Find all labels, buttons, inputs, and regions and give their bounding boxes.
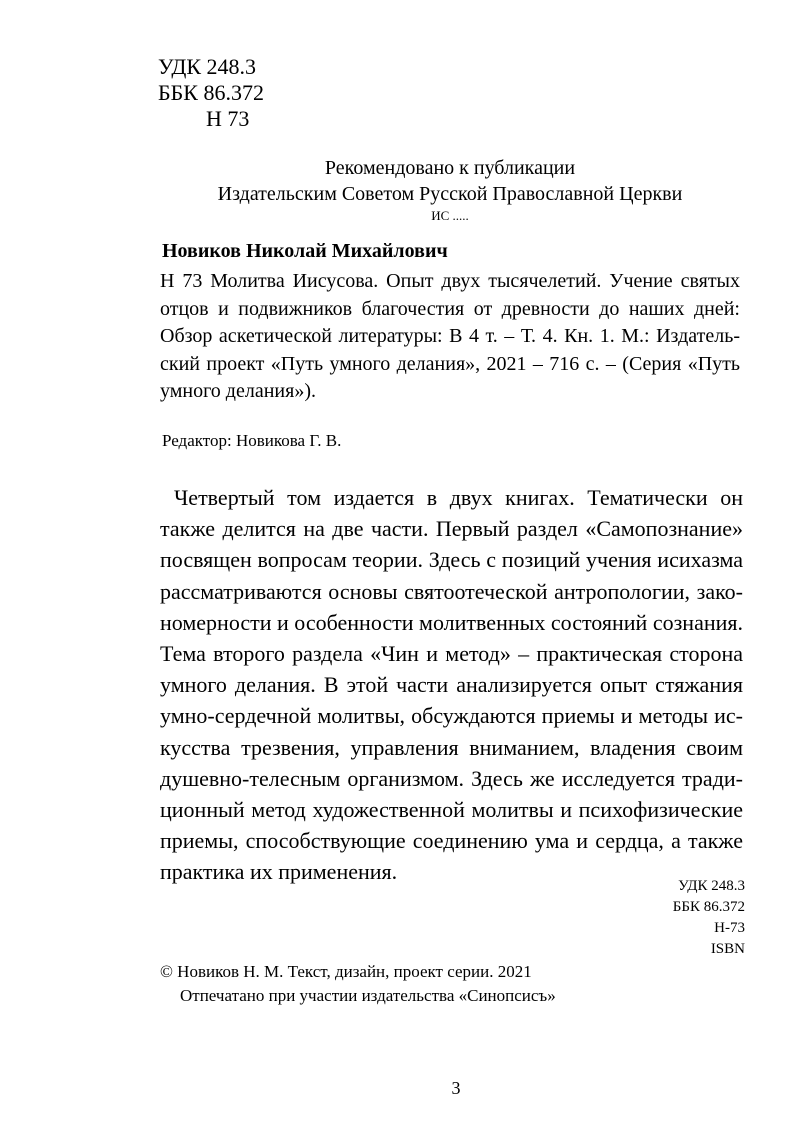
catalog-line: ский проект «Путь умного делания», 2021 – 716 с. – (Серия «Путь [160, 352, 740, 375]
abstract-line: душевно-телесным организмом. Здесь же исследуется тради- [160, 765, 743, 791]
abstract-line: рассматриваются основы святоотеческой антропологии, зако- [160, 578, 743, 604]
author-name: Новиков Николай Михайлович [162, 240, 448, 262]
catalog-line: Н 73 Молитва Иисусова. Опыт двух тысячелетий. Учение святых [160, 270, 740, 292]
header-classification-codes [158, 54, 264, 132]
abstract-line: также делится на две части. Первый раздел «Самопознание» [160, 516, 743, 542]
bbk-code: ББК 86.372 [672, 899, 745, 915]
abstract-line: умно-сердечной молитвы, обсуждаются приемы и методы ис- [160, 703, 743, 729]
recommendation-number: ИС ..... [431, 208, 469, 223]
catalog-line: умного делания»). [160, 380, 316, 402]
isbn-label: ISBN [710, 941, 745, 957]
abstract-line: Четвертый том издается в двух книгах. Тематически он [174, 485, 743, 510]
bbk-code: ББК 86.372 [158, 80, 264, 105]
author-sign: Н 73 [206, 106, 250, 131]
abstract-line: Тема второго раздела «Чин и метод» – практическая сторона [160, 641, 743, 667]
abstract-line: ционный метод художественной молитвы и психофизические [160, 797, 743, 823]
udk-code: УДК 248.3 [678, 878, 745, 894]
udk-code: УДК 248.3 [158, 54, 257, 79]
copyright-line: © Новиков Н. М. Текст, дизайн, проект серии. 2021 [160, 962, 532, 981]
abstract-line: номерности и особенности молитвенных состояний сознания. [160, 609, 743, 635]
abstract-line: умного делания. В этой части анализируется опыт стяжания [160, 672, 743, 698]
printing-credit: Отпечатано при участии издательства «Синопсисъ» [180, 986, 556, 1005]
author-sign: Н-73 [714, 920, 745, 936]
abstract-line: кусства трезвения, управления вниманием, владения своим [160, 734, 743, 760]
publication-recommendation [0, 155, 800, 225]
abstract-line: посвящен вопросам теории. Здесь с позиций учения исихазма [160, 547, 743, 573]
footer-classification-codes [673, 876, 745, 960]
catalog-line: отцов и подвижников благочестия от древности до наших дней: [160, 297, 740, 320]
catalog-line: Обзор аскетической литературы: В 4 т. – Т. 4. Кн. 1. М.: Издатель- [160, 325, 740, 347]
editor-credit: Редактор: Новикова Г. В. [162, 431, 342, 450]
recommendation-line-1: Рекомендовано к публикации [324, 157, 576, 179]
catalog-entry [160, 268, 740, 406]
abstract-line: практика их применения. [160, 859, 398, 885]
abstract-line: приемы, способствующие соединению ума и сердца, а также [160, 828, 743, 854]
page-number: 3 [451, 1078, 461, 1098]
copyright-block [160, 960, 556, 1008]
recommendation-line-2: Издательским Советом Русской Православной Церкви [217, 183, 683, 205]
abstract-paragraph [160, 482, 743, 888]
